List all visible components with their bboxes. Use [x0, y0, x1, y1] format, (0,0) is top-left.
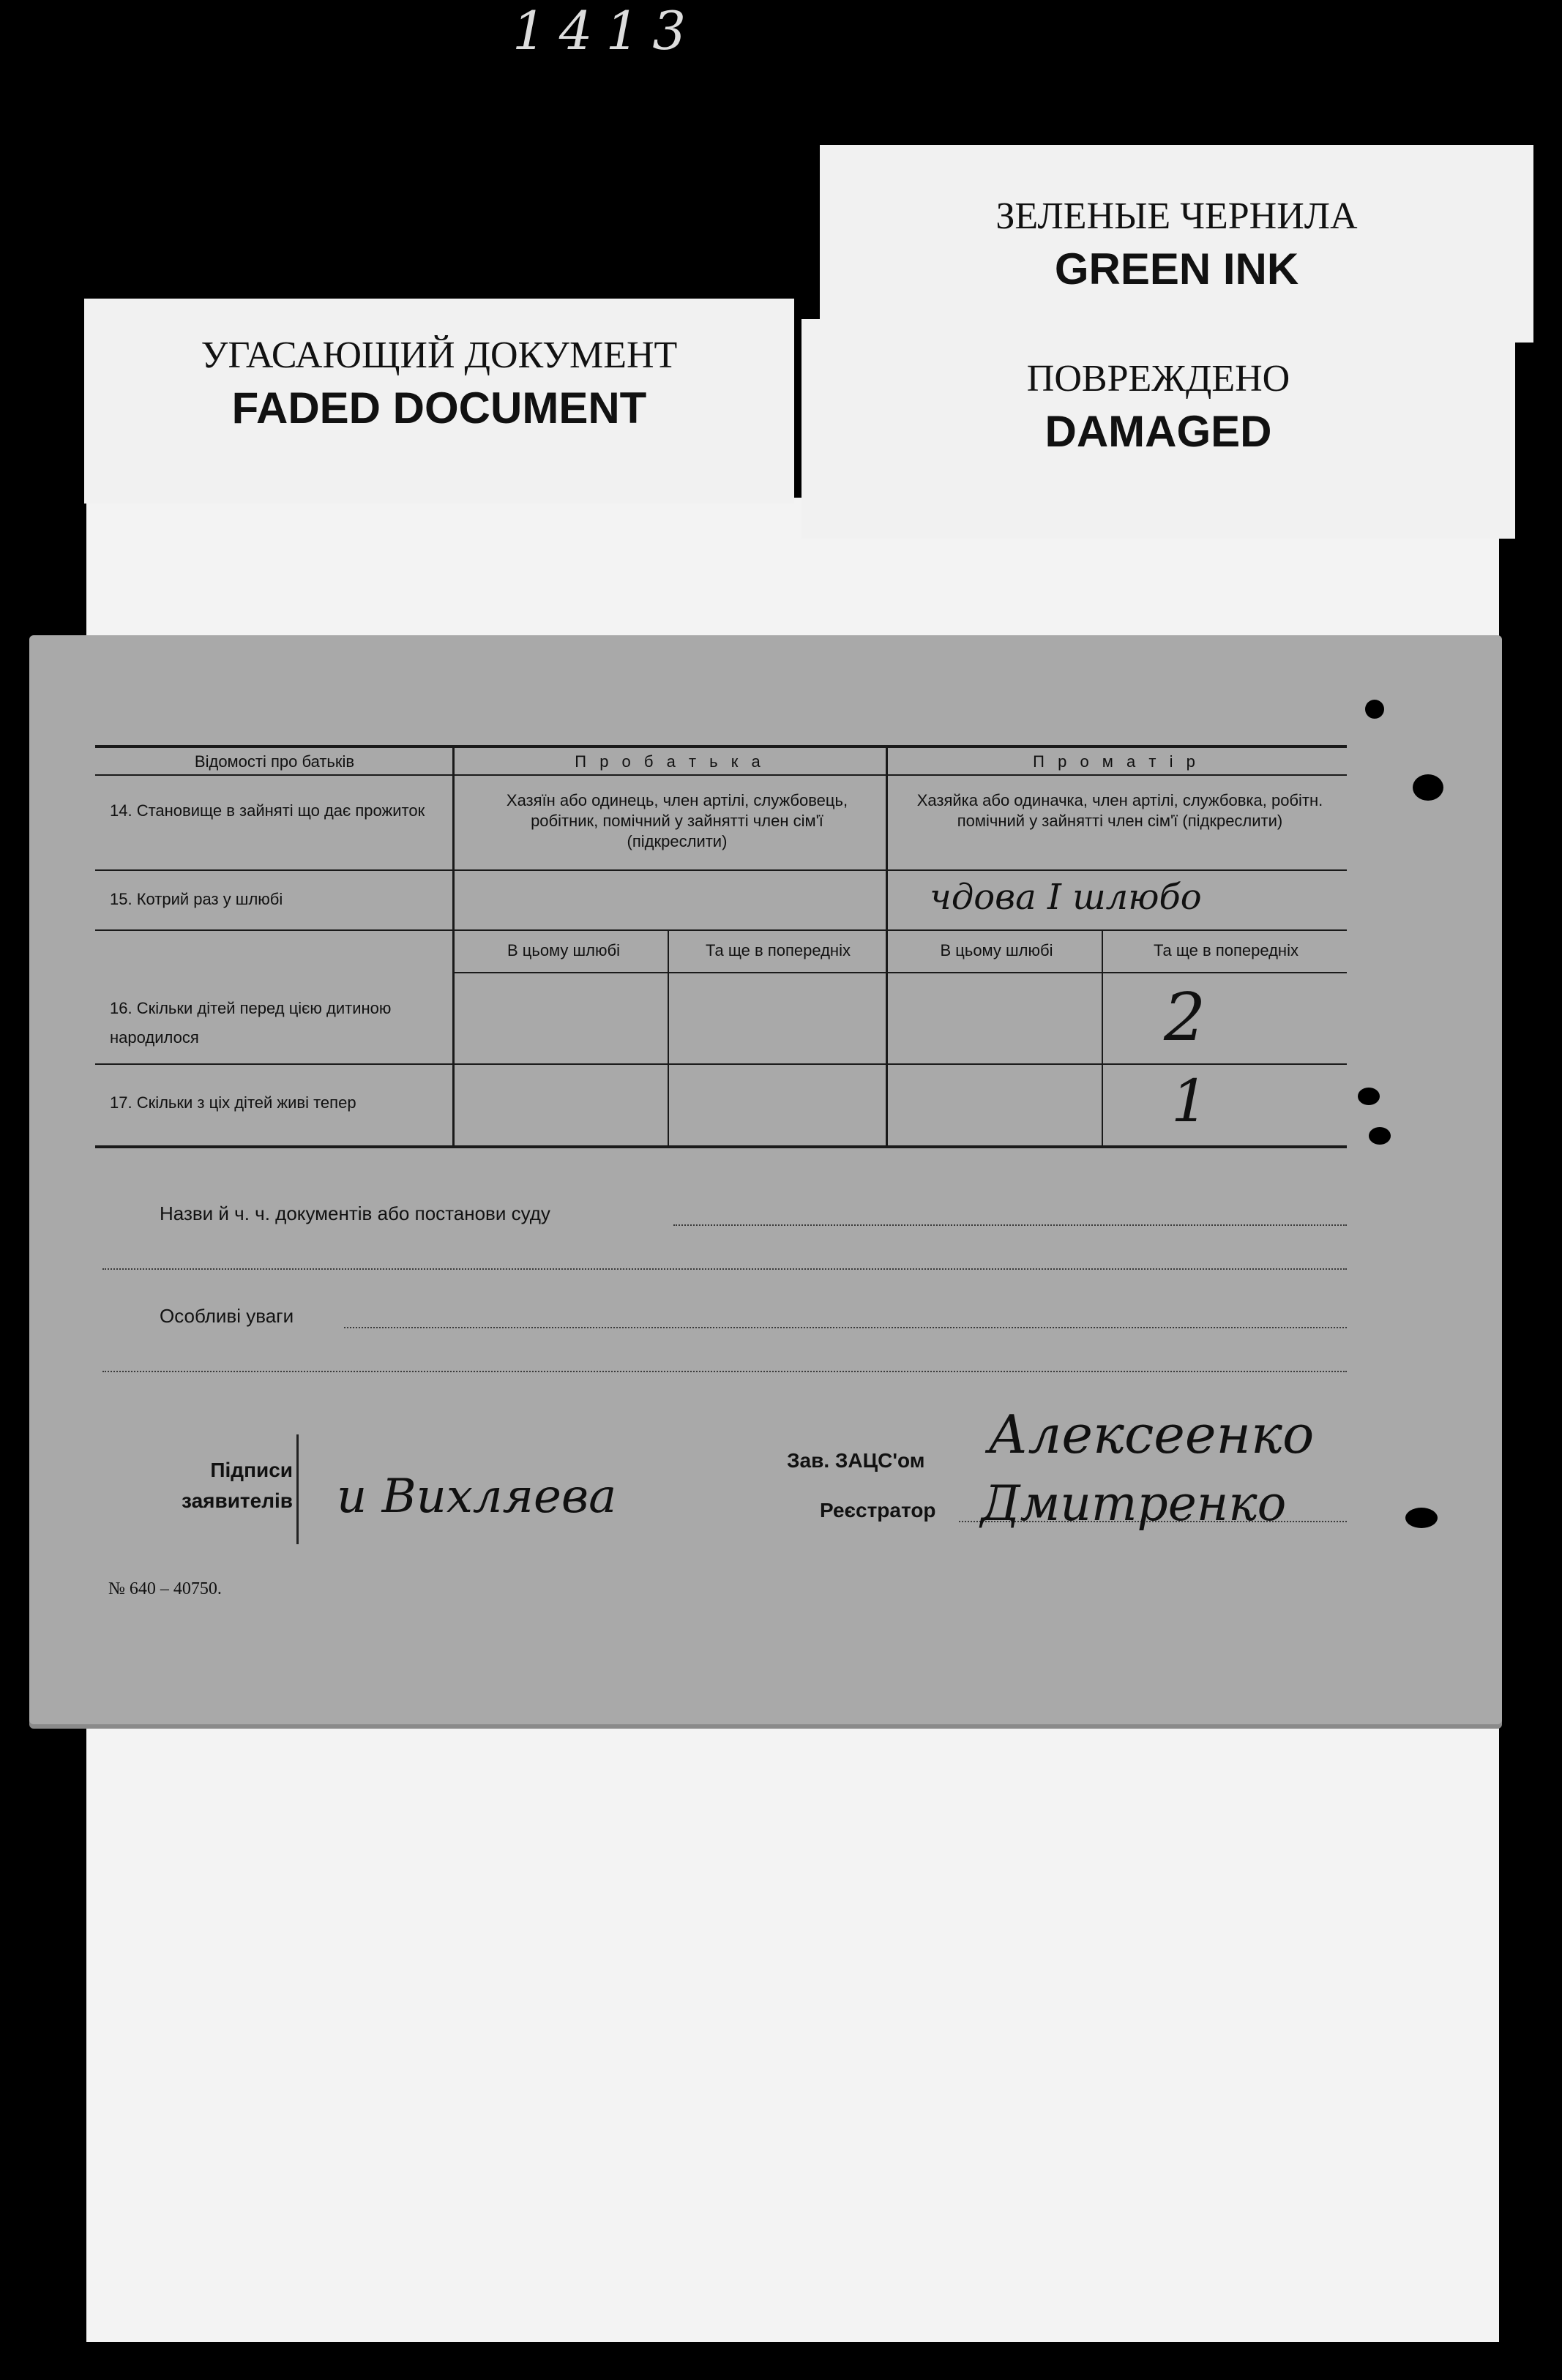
- punch-hole-3: [1358, 1088, 1380, 1105]
- damaged-label-ru: ПОВРЕЖДЕНО: [1026, 358, 1290, 400]
- registrar-label: Реєстратор: [820, 1499, 936, 1522]
- faded-label-ru: УГАСАЮЩИЙ ДОКУМЕНТ: [201, 334, 678, 376]
- col-divider-father-sub: [668, 929, 669, 1148]
- col-divider-1: [452, 745, 455, 1148]
- sub-father-prev: Та ще в попередніх: [706, 941, 851, 959]
- row14-label: 14. Становище в зайняті що дає прожиток: [110, 801, 425, 820]
- documents-line-2: [102, 1268, 1347, 1270]
- damaged-label: [801, 319, 1515, 539]
- header-father: П р о б а т ь к а: [575, 752, 765, 771]
- header-parents-info: Відомості про батьків: [194, 752, 355, 771]
- green-ink-label-en: GREEN INK: [1054, 244, 1299, 293]
- row17-label: 17. Скільки з ціх дітей живі тепер: [110, 1093, 356, 1112]
- table-bottom-rule: [95, 1145, 1347, 1148]
- faded-label-en: FADED DOCUMENT: [231, 383, 647, 433]
- green-ink-label: [820, 145, 1533, 343]
- faded-document-label: [84, 299, 794, 504]
- notes-line-1: [344, 1327, 1347, 1328]
- col-divider-mother-sub: [1102, 929, 1103, 1148]
- row16-mother-prev-handwriting: 2: [1164, 979, 1206, 1056]
- registrar-signature: Дмитренко: [981, 1475, 1287, 1532]
- sub-mother-prev: Та ще в попередніх: [1154, 941, 1298, 959]
- header-mother: П р о м а т і р: [1033, 752, 1200, 771]
- punch-hole-1: [1365, 700, 1384, 719]
- table-header-rule: [95, 774, 1347, 776]
- row15-label: 15. Котрий раз у шлюбі: [110, 890, 283, 908]
- signatures-brace: [296, 1434, 303, 1544]
- row15-mother-handwriting: чдова І шлюбо: [930, 877, 1202, 918]
- table-top-rule: [95, 745, 1347, 748]
- row14-father-text: Хазяїн або одинець, член артілі, службовець, робітник, помічний у зайнятті член сім'ї (підкреслити): [506, 791, 848, 850]
- damaged-label-en: DAMAGED: [1045, 407, 1272, 456]
- green-ink-label-ru: ЗЕЛЕНЫЕ ЧЕРНИЛА: [995, 195, 1358, 237]
- row16-label: 16. Скільки дітей перед цією дитиною народилося: [110, 999, 392, 1047]
- documents-label: Назви й ч. ч. документів або постанови суду: [160, 1202, 550, 1224]
- row16-rule: [95, 1063, 1347, 1065]
- archive-number: 1413: [512, 0, 700, 61]
- row17-mother-prev-handwriting: 1: [1171, 1067, 1208, 1135]
- form-number: № 640 – 40750.: [108, 1579, 222, 1598]
- applicant-signature: и Вихляева: [337, 1470, 617, 1524]
- head-signature: Алексеенко: [988, 1404, 1315, 1465]
- sub-mother-this: В цьому шлюбі: [940, 941, 1053, 959]
- sub-father-this: В цьому шлюбі: [507, 941, 621, 959]
- col-divider-2: [886, 745, 888, 1148]
- signatures-label: Підписи заявителів: [182, 1459, 293, 1512]
- notes-label: Особливі уваги: [160, 1305, 294, 1327]
- punch-hole-4: [1369, 1127, 1391, 1145]
- notes-line-2: [102, 1371, 1347, 1372]
- head-label: Зав. ЗАЦС'ом: [787, 1449, 925, 1472]
- punch-hole-5: [1405, 1508, 1438, 1528]
- row14-rule: [95, 869, 1347, 871]
- punch-hole-2: [1413, 774, 1443, 801]
- row14-mother-text: Хазяйка або одиначка, член артілі, службовка, робітн. помічний у зайнятті член сім'ї (підкреслити): [916, 791, 1323, 830]
- row15-rule: [95, 929, 1347, 931]
- documents-line-1: [673, 1224, 1347, 1226]
- subheader-rule: [454, 972, 1347, 973]
- form-card: [29, 635, 1502, 1724]
